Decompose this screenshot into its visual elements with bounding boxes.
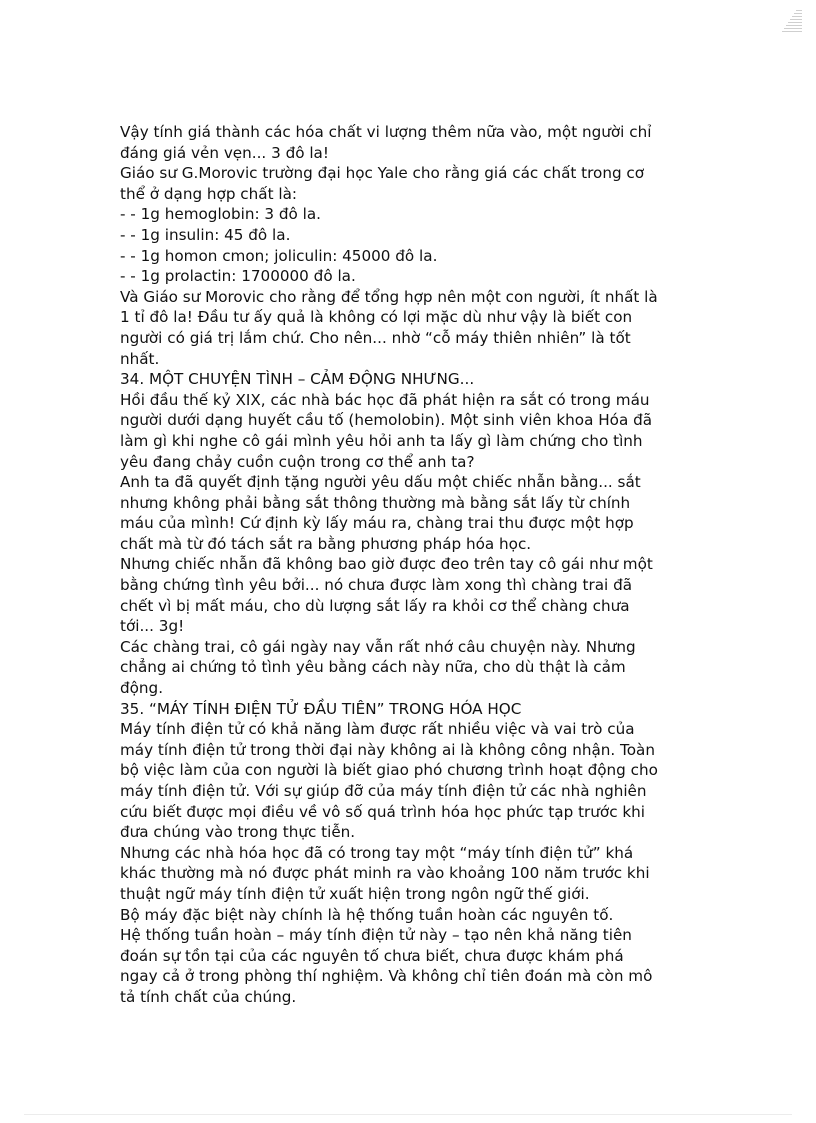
text-line: người dưới dạng huyết cầu tố (hemolobin). Một sinh viên khoa Hóa đã [120,411,653,430]
edge-tick [784,28,802,29]
text-line: tả tính chất của chúng. [120,987,297,1006]
text-line: nhưng không phải bằng sắt thông thường mà bằng sắt lấy từ chính [120,493,631,512]
text-line: Và Giáo sư Morovic cho rằng để tổng hợp nên một con người, ít nhất là [120,287,658,306]
text-line: máu của mình! Cứ định kỳ lấy máu ra, chàng trai thu được một hợp [120,514,634,533]
text-line: máy tính điện tử trong thời đại này không ai là không công nhận. Toàn [120,740,655,759]
edge-tick [782,31,802,32]
edge-tick [786,25,802,26]
page-bottom-rule [24,1114,792,1115]
text-line: yêu đang chảy cuồn cuộn trong cơ thể anh ta? [120,452,475,471]
edge-tick [796,10,802,11]
text-line: bộ việc làm của con người là biết giao phó chương trình hoạt động cho [120,761,658,780]
text-line: chất mà từ đó tách sắt ra bằng phương pháp hóa học. [120,534,532,553]
edge-tick [788,22,802,23]
text-line: đưa chúng vào trong thực tiễn. [120,823,356,842]
text-line: người có giá trị lắm chứ. Cho nên... nhờ “cỗ máy thiên nhiên” là tốt [120,328,631,347]
text-line: làm gì khi nghe cô gái mình yêu hỏi anh ta lấy gì làm chứng cho tình [120,431,643,450]
text-line: khác thường mà nó được phát minh ra vào khoảng 100 năm trước khi [120,864,650,883]
text-line: ngay cả ở trong phòng thí nghiệm. Và không chỉ tiên đoán mà còn mô [120,967,653,986]
text-line: cứu biết được mọi điều về vô số quá trình hóa học phức tạp trước khi [120,802,646,821]
text-line: bằng chứng tình yêu bởi... nó chưa được làm xong thì chàng trai đã [120,576,633,595]
text-line: Máy tính điện tử có khả năng làm được rất nhiều việc và vai trò của [120,720,635,739]
text-line: chẳng ai chứng tỏ tình yêu bằng cách này nữa, cho dù thật là cảm [120,658,626,677]
text-line: tới... 3g! [120,617,185,636]
text-line: Hồi đầu thế kỷ XIX, các nhà bác học đã phát hiện ra sắt có trong máu [120,390,650,409]
text-line: - - 1g insulin: 45 đô la. [120,225,291,244]
text-line: thể ở dạng hợp chất là: [120,184,298,203]
text-line: nhất. [120,349,160,368]
text-line: động. [120,679,164,698]
text-line: Anh ta đã quyết định tặng người yêu dấu một chiếc nhẫn bằng... sắt [120,473,641,492]
text-line: - - 1g prolactin: 1700000 đô la. [120,267,356,286]
text-line: 1 tỉ đô la! Đầu tư ấy quả là không có lợi mặc dù như vậy là biết con [120,308,633,327]
text-line: - - 1g hemoglobin: 3 đô la. [120,205,321,224]
text-line: thuật ngữ máy tính điện tử xuất hiện trong ngôn ngữ thế giới. [120,884,590,903]
text-line: chết vì bị mất máu, cho dù lượng sắt lấy ra khỏi cơ thể chàng chưa [120,596,630,615]
text-line: Vậy tính giá thành các hóa chất vi lượng thêm nữa vào, một người chỉ [120,123,652,141]
text-line: đoán sự tồn tại của các nguyên tố chưa biết, chưa được khám phá [120,946,624,965]
text-line: Nhưng chiếc nhẫn đã không bao giờ được đeo trên tay cô gái như một [120,555,653,574]
text-line: Bộ máy đặc biệt này chính là hệ thống tuần hoàn các nguyên tố. [120,905,614,924]
text-line: Hệ thống tuần hoàn – máy tính điện tử này – tạo nên khả năng tiên [120,926,632,945]
text-line: máy tính điện tử. Với sự giúp đỡ của máy tính điện tử các nhà nghiên [120,782,647,800]
edge-tick [792,16,802,17]
text-line: 35. “MÁY TÍNH ĐIỆN TỬ ĐẦU TIÊN” TRONG HÓA HỌC [120,699,522,718]
text-line: 34. MỘT CHUYỆN TÌNH – CẢM ĐỘNG NHƯNG... [120,370,475,389]
text-line: - - 1g homon cmon; joliculin: 45000 đô la. [120,246,438,265]
text-line: đáng giá vẻn vẹn... 3 đô la! [120,143,329,162]
text-line: Giáo sư G.Morovic trường đại học Yale cho rằng giá các chất trong cơ [120,164,645,183]
document-body [120,122,710,1008]
edge-tick [790,19,802,20]
page-edge-marks [782,10,802,1105]
text-line: Nhưng các nhà hóa học đã có trong tay một “máy tính điện tử” khá [120,843,634,862]
text-line: Các chàng trai, cô gái ngày nay vẫn rất nhớ câu chuyện này. Nhưng [120,637,636,656]
edge-tick [794,13,802,14]
